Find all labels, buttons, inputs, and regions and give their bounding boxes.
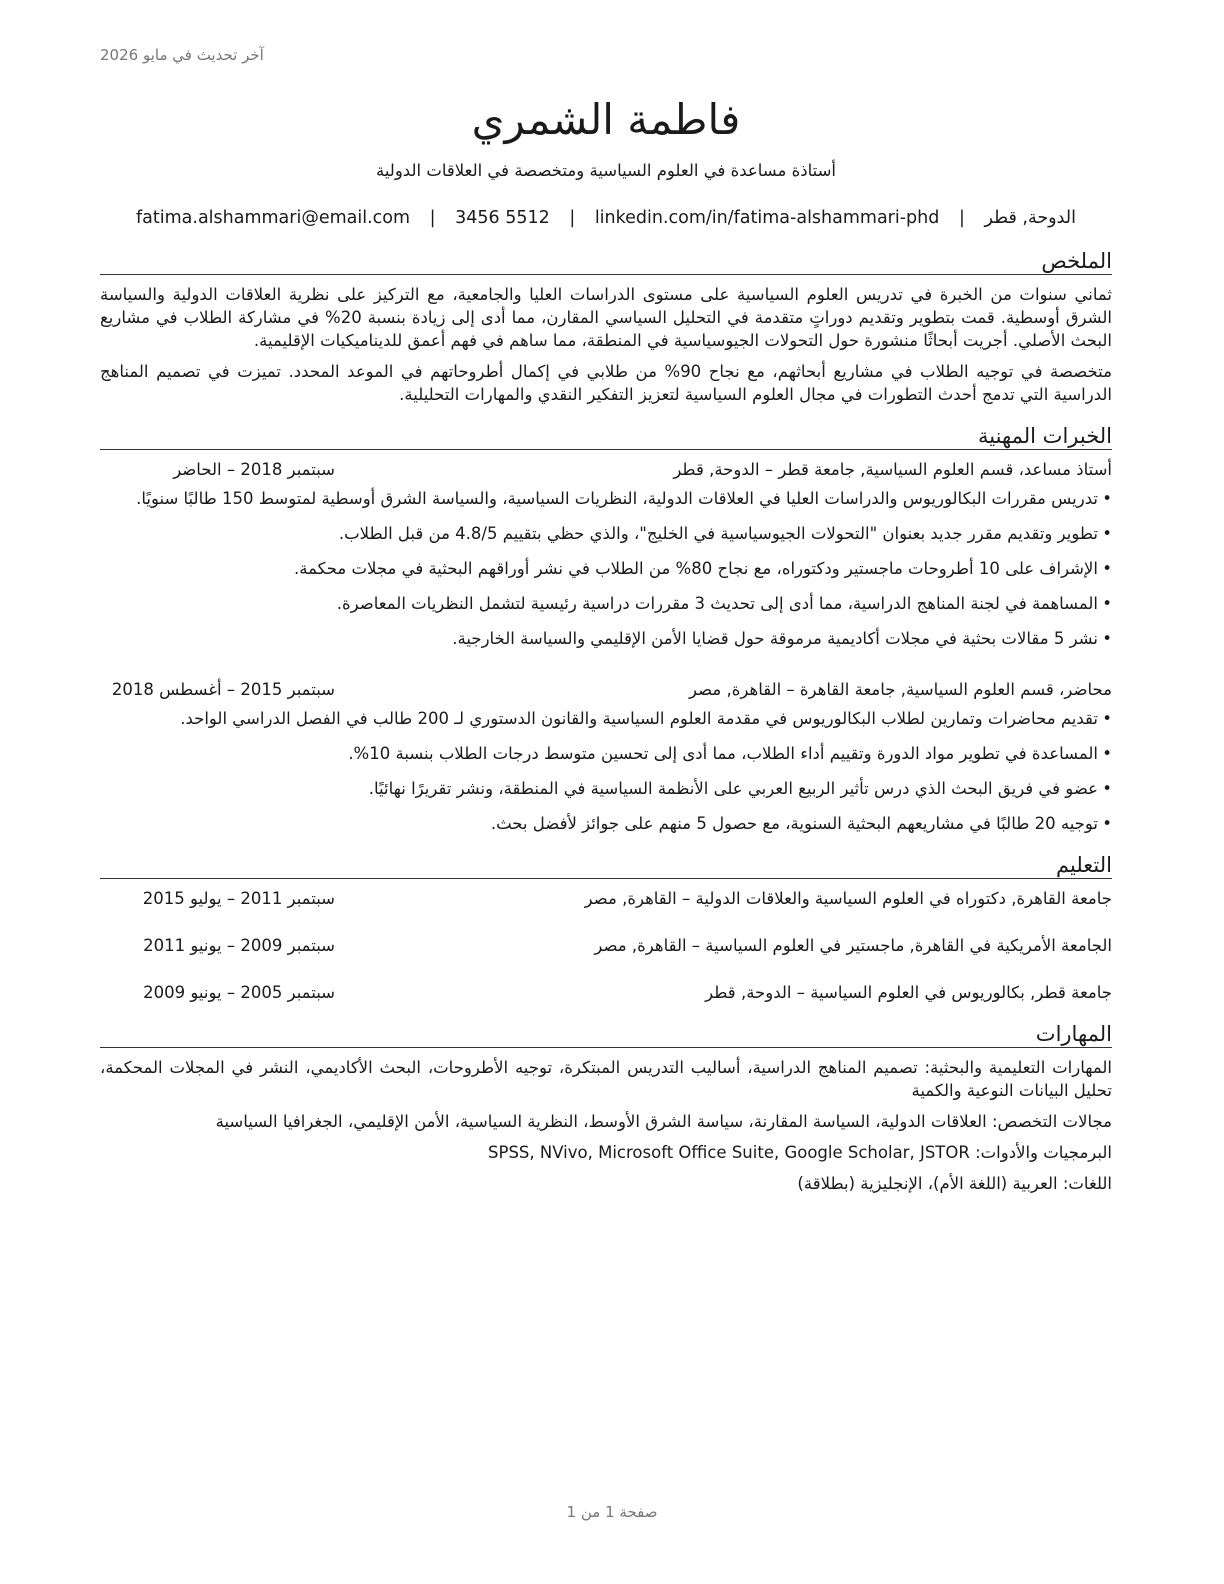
education-item — [100, 934, 1112, 957]
job-dates: سبتمبر 2018 – الحاضر — [173, 460, 335, 479]
summary-heading: الملخص — [100, 248, 1112, 275]
contact-email[interactable]: fatima.alshammari@email.com — [136, 208, 411, 228]
job-entry — [100, 458, 1112, 650]
contact-phone: 3456 5512 — [455, 208, 550, 228]
contact-separator: | — [569, 208, 576, 228]
list-item: • تطوير وتقديم مقرر جديد بعنوان "التحولات الجيوسياسية في الخليج"، والذي حظي بتقييم 4.8/5 من قبل الطلاب. — [338, 524, 1112, 543]
job-role: محاضر، قسم العلوم السياسية, جامعة القاهرة – القاهرة, مصر — [689, 680, 1112, 699]
list-item: • نشر 5 مقالات بحثية في مجلات أكاديمية مرموقة حول قضايا الأمن الإقليمي والسياسة الخارجية. — [452, 629, 1112, 648]
list-item: • توجيه 20 طالبًا في مشاريعهم البحثية السنوية، مع حصول 5 منهم على جوائز لأفضل بحث. — [490, 814, 1112, 833]
list-item: • المساهمة في لجنة المناهج الدراسية، مما أدى إلى تحديث 3 مقررات دراسية رئيسية لتشمل النظريات المعاصرة. — [336, 594, 1112, 613]
job-dates: سبتمبر 2015 – أغسطس 2018 — [111, 680, 335, 699]
summary-paragraph: متخصصة في توجيه الطلاب في مشاريع أبحاثهم، مع نجاح 90% من طلابي في إكمال أطروحاتهم في الموعد المحدد. تميزت في تصميم المناهج الدراسية التي تدمج أحدث التطورات في مجال العلوم السياسية لتعزيز التفكير النقدي والمهارات التحليلية. — [100, 362, 1112, 404]
bullet-icon: • — [1102, 629, 1112, 648]
bullet-icon: • — [1102, 559, 1112, 578]
bullet-icon: • — [1102, 779, 1112, 798]
summary-paragraph: ثماني سنوات من الخبرة في تدريس العلوم السياسية على مستوى الدراسات العليا والجامعية، مع التركيز على نظرية العلاقات الدولية والسياسة الشرق أوسطية. قمت بتطوير وتقديم دوراتٍ متقدمة في التحليل السياسي المقارن، مما أدى إلى زيادة بنسبة 20% في مشاركة الطلاب في مشاريع البحث الأصلي. أجريت أبحاثًا منشورة حول التحولات الجيوسياسية في المنطقة، مما ساهم في فهم أعمق للديناميكيات الإقليمية. — [100, 285, 1112, 350]
list-item: • تدريس مقررات البكالوريوس والدراسات العليا في العلاقات الدولية، النظريات السياسية، والسياسة الشرق أوسطية لمتوسط 150 طالبًا سنويًا. — [136, 489, 1112, 508]
education-item — [100, 887, 1112, 910]
list-item: • عضو في فريق البحث الذي درس تأثير الربيع العربي على الأنظمة السياسية في المنطقة، ونشر تقريرًا نهائيًا. — [368, 779, 1112, 798]
bullet-icon: • — [1102, 524, 1112, 543]
last-updated-note: آخر تحديث في مايو 2026 — [100, 46, 264, 64]
skill-line: البرمجيات والأدوات: SPSS, NVivo, Microsoft Office Suite, Google Scholar, JSTOR — [488, 1143, 1112, 1162]
job-bullets — [100, 487, 1112, 650]
bullet-icon: • — [1102, 594, 1112, 613]
skill-line: اللغات: العربية (اللغة الأم)، الإنجليزية (بطلاقة) — [797, 1174, 1112, 1193]
contact-linkedin[interactable]: linkedin.com/in/fatima-alshammari-phd — [594, 208, 940, 228]
bullet-icon: • — [1102, 709, 1112, 728]
education-item — [100, 981, 1112, 1004]
skills-heading: المهارات — [100, 1021, 1112, 1048]
education-heading: التعليم — [100, 852, 1112, 879]
education-degree: جامعة قطر, بكالوريوس في العلوم السياسية – الدوحة, قطر — [705, 983, 1112, 1002]
contact-line — [100, 205, 1112, 231]
education-dates: سبتمبر 2011 – يوليو 2015 — [142, 889, 335, 908]
bullet-icon: • — [1102, 814, 1112, 833]
experience-heading: الخبرات المهنية — [100, 423, 1112, 450]
bullet-icon: • — [1102, 489, 1112, 508]
skill-line: المهارات التعليمية والبحثية: تصميم المناهج الدراسية، أساليب التدريس المبتكرة، توجيه الأطروحات، البحث الأكاديمي، النشر في المجلات المحكمة، تحليل البيانات النوعية والكمية — [100, 1058, 1112, 1100]
bullet-icon: • — [1102, 744, 1112, 763]
skill-line: مجالات التخصص: العلاقات الدولية، السياسة المقارنة، سياسة الشرق الأوسط، النظرية السياسية، الأمن الإقليمي، الجغرافيا السياسية — [215, 1112, 1112, 1131]
education-dates: سبتمبر 2005 – يونيو 2009 — [143, 983, 335, 1002]
job-entry — [100, 678, 1112, 835]
education-degree: جامعة القاهرة, دكتوراه في العلوم السياسية والعلاقات الدولية – القاهرة, مصر — [584, 889, 1112, 908]
contact-separator: | — [958, 208, 965, 228]
contact-location: الدوحة, قطر — [984, 208, 1076, 228]
job-bullets — [100, 707, 1112, 835]
list-item: • تقديم محاضرات وتمارين لطلاب البكالوريوس في مقدمة العلوم السياسية والقانون الدستوري لـ 200 طالب في الفصل الدراسي الواحد. — [180, 709, 1112, 728]
resume-page — [100, 88, 1112, 1203]
candidate-name: فاطمة الشمري — [471, 95, 741, 144]
candidate-title: أستاذة مساعدة في العلوم السياسية ومتخصصة في العلاقات الدولية — [375, 161, 836, 180]
education-dates: سبتمبر 2009 – يونيو 2011 — [143, 936, 335, 955]
job-role: أستاذ مساعد، قسم العلوم السياسية, جامعة قطر – الدوحة, قطر — [673, 460, 1112, 479]
page-number: صفحة 1 من 1 — [566, 1503, 658, 1521]
list-item: • المساعدة في تطوير مواد الدورة وتقييم أداء الطلاب، مما أدى إلى تحسين متوسط درجات الطلاب بنسبة 10%. — [348, 744, 1112, 763]
contact-separator: | — [429, 208, 436, 228]
education-degree: الجامعة الأمريكية في القاهرة, ماجستير في العلوم السياسية – القاهرة, مصر — [594, 936, 1112, 955]
job-header — [100, 678, 1112, 701]
list-item: • الإشراف على 10 أطروحات ماجستير ودكتوراه، مع نجاح 80% من الطلاب في نشر أوراقهم البحثية في مجلات محكمة. — [293, 559, 1112, 578]
job-header — [100, 458, 1112, 481]
